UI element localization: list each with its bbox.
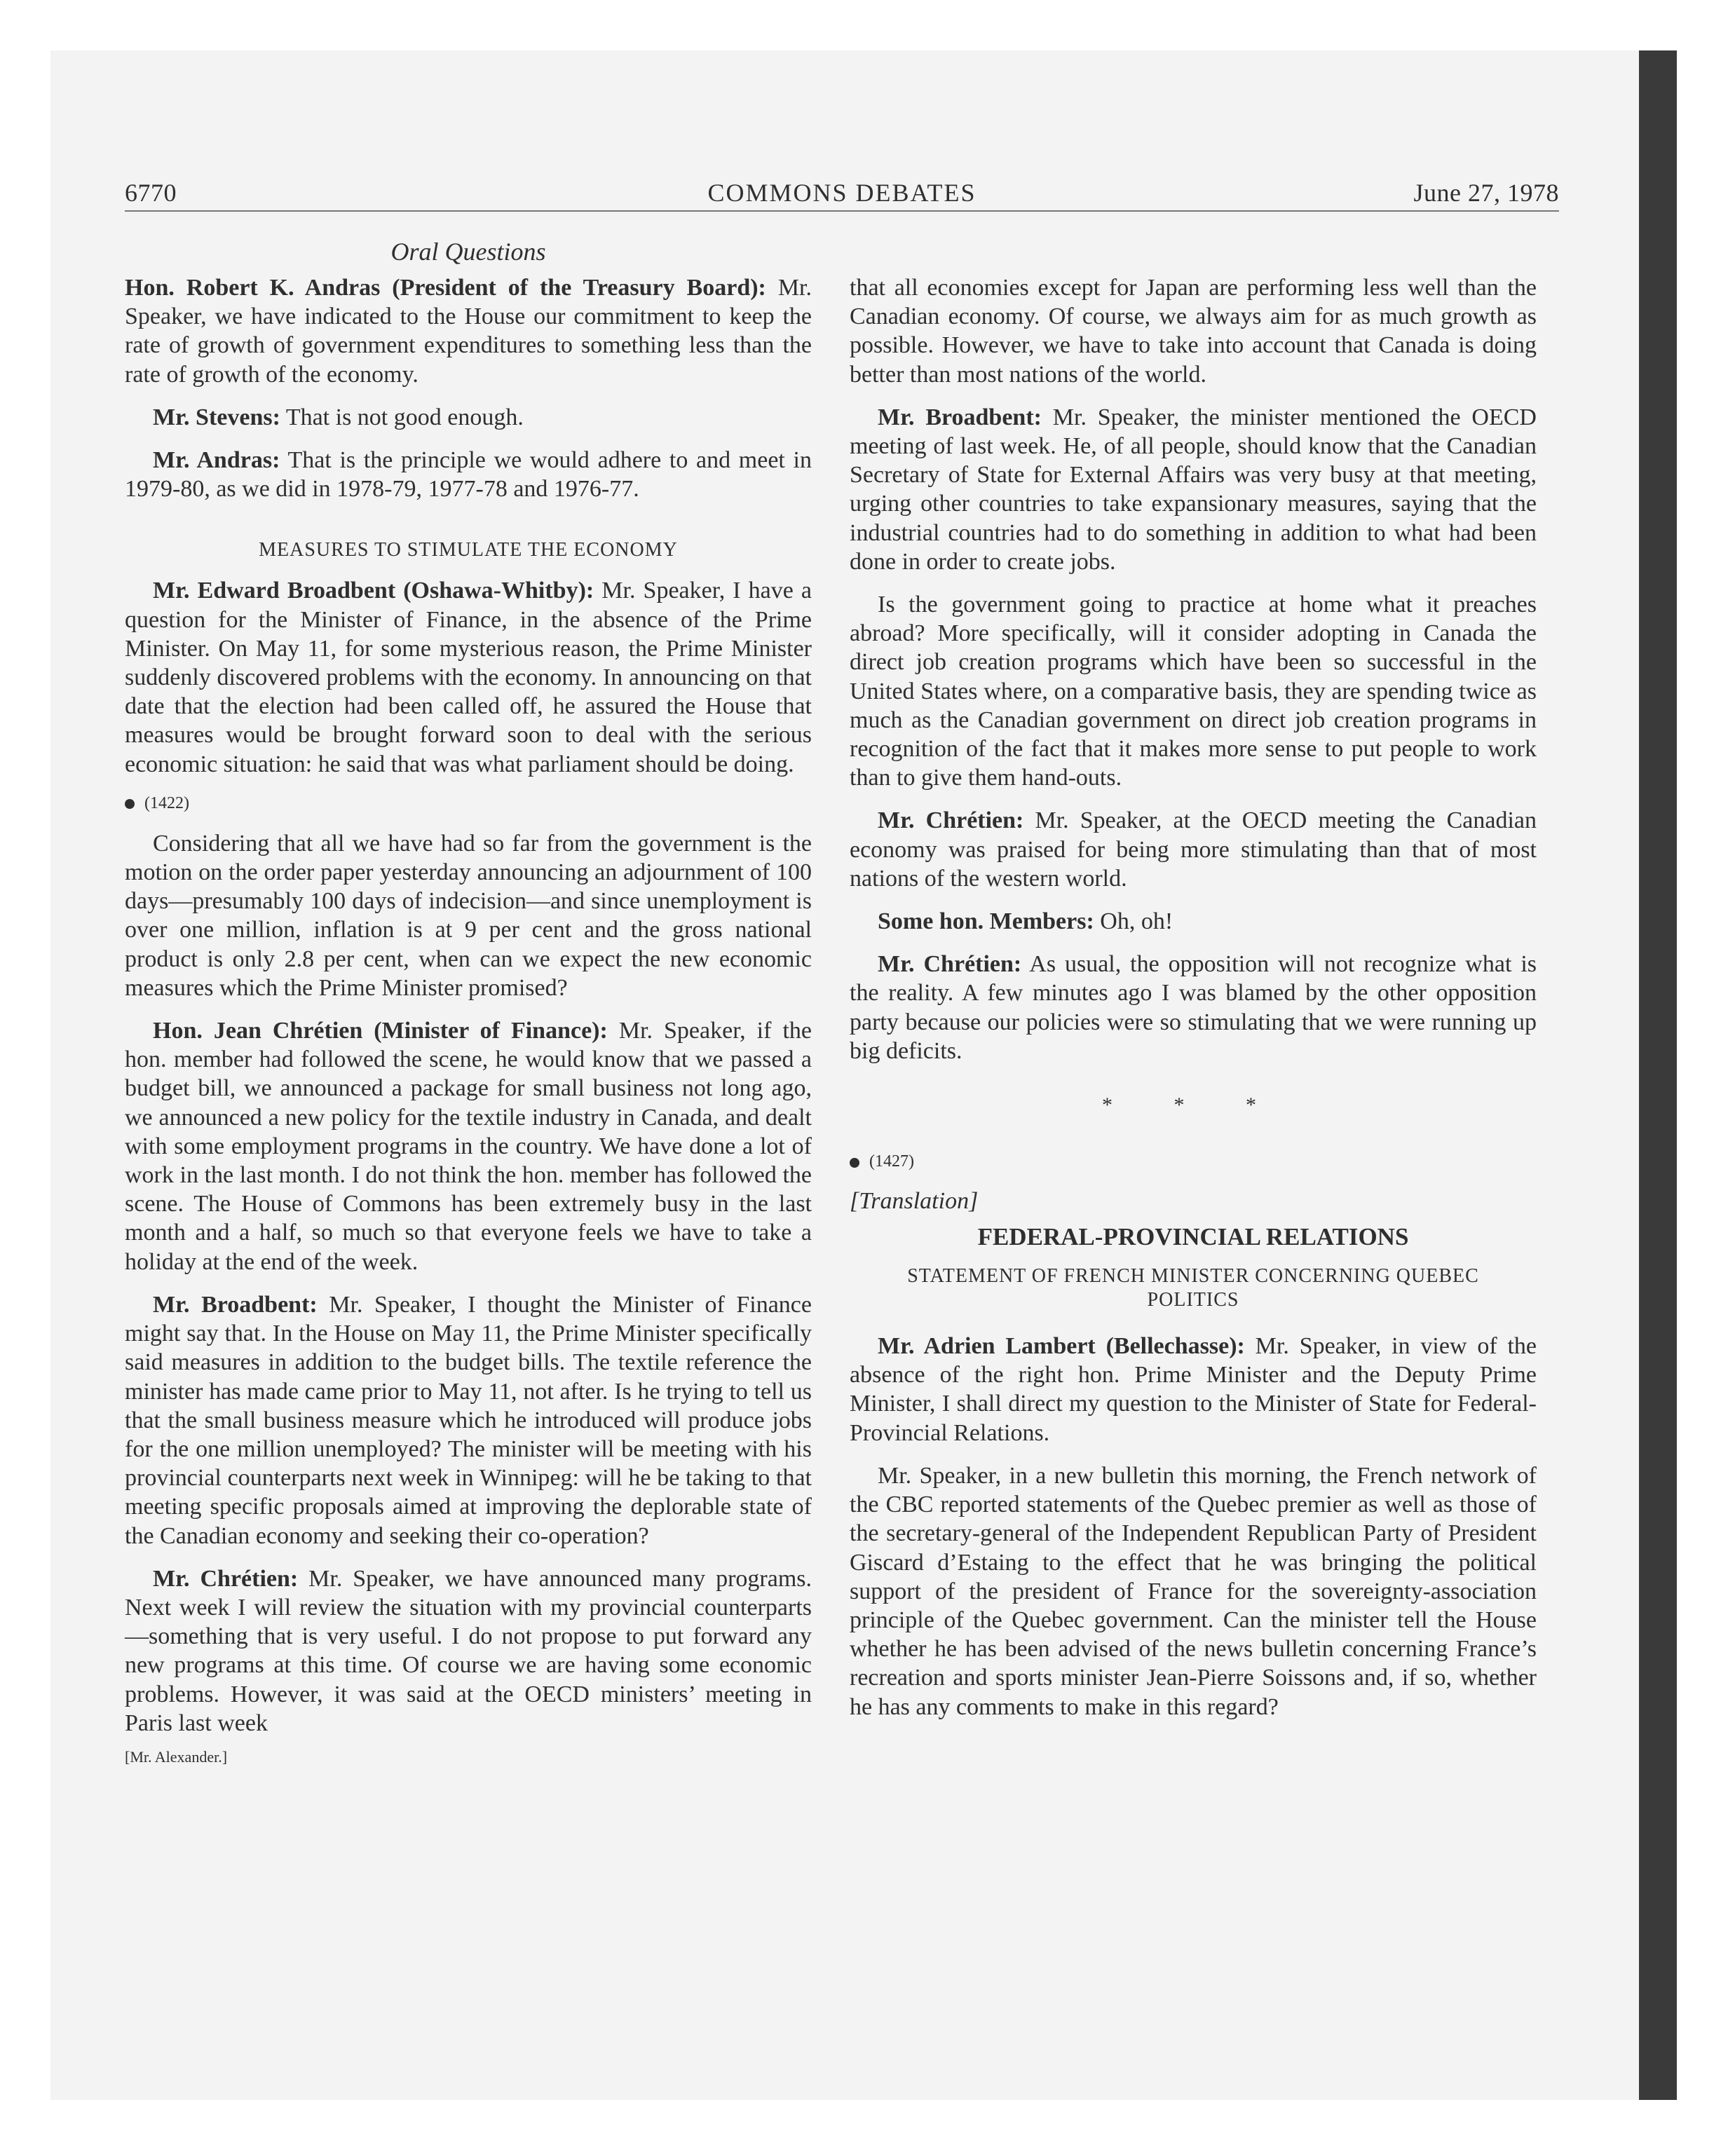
section-title: Oral Questions — [390, 238, 546, 266]
speech-paragraph — [850, 1332, 1537, 1447]
left-column — [125, 237, 812, 1767]
speech-text: Mr. Speaker, the minister mentioned the OECD meeting of last week. He, of all people, should know that the Canadian Secretary of State for External Affairs was very busy at that meeting, urging other countries to take expansionary measures, saying that the industrial countries had to do something in addition to what had been done in order to create jobs. — [850, 404, 1537, 575]
section-separator: * * * — [1102, 1093, 1284, 1117]
speaker-name: Mr. Adrien Lambert (Bellechasse): — [878, 1333, 1245, 1360]
translation-note: [Translation] — [850, 1188, 979, 1215]
speech-paragraph — [850, 950, 1537, 1065]
hansard-page — [125, 175, 1559, 1766]
speaker-name: Some hon. Members: — [878, 908, 1094, 935]
speech-paragraph — [125, 273, 812, 389]
speech-paragraph — [125, 403, 812, 432]
speaker-name: Mr. Chrétien: — [878, 807, 1024, 834]
speaker-name: Mr. Stevens: — [153, 404, 280, 430]
bullet-dot-icon — [850, 1158, 859, 1168]
speech-paragraph — [850, 806, 1537, 893]
speech-paragraph — [125, 446, 812, 503]
page-number: 6770 — [125, 179, 177, 207]
speech-text: Mr. Speaker, if the hon. member had followed the scene, he would know that we passed a budget bill, we announced a package for small business not long ago, we announced a new policy for the textile industry in Canada, and dealt with some employment programs in the country. We have done a lot of work in the last month. I do not think the hon. member has followed the scene. The House of Commons has been extremely busy in the last month and a half, so much so that everyone feels we have to take a holiday at the end of the week. — [125, 1018, 812, 1275]
speech-paragraph — [125, 1016, 812, 1276]
bullet-dot-icon — [125, 799, 135, 809]
translation-note-label: Translation — [859, 1188, 969, 1215]
speech-paragraph — [125, 1290, 812, 1550]
speech-paragraph — [850, 590, 1537, 792]
speech-text: Mr. Speaker, in a new bulletin this morning, the French network of the CBC reported statements of the Quebec premier as well as those of the secretary-general of the Independent Republican Party of President Giscard d’Estaing to the effect that he was bringing the political support of the president of France for the sovereignty-association principle of the Quebec government. Can the minister tell the House whether he has been advised of the news bulletin concerning France’s recreation and sports minister Jean-Pierre Soissons and, if so, whether he has any comments to make in this regard? — [850, 1462, 1537, 1720]
speech-text: Oh, oh! — [1094, 908, 1173, 935]
time-marker-label: (1422) — [144, 793, 189, 812]
speech-text: Mr. Speaker, I thought the Minister of Finance might say that. In the House on May 11, the Prime Minister specifically said measures in addition to the budget bills. The textile reference the minister has made came prior to May 11, not after. Is he trying to tell us that the small business measure which he introduced will produce jobs for the one million unemployed? The minister will be meeting with his provincial counterparts next week in Winnipeg: will he be taking to that meeting specific proposals aimed at improving the deplorable state of the Canadian economy and seeking their co-operation? — [125, 1291, 812, 1549]
publication-date: June 27, 1978 — [1413, 179, 1559, 207]
speech-paragraph — [850, 403, 1537, 576]
speaker-name: Mr. Chrétien: — [878, 951, 1022, 978]
speaker-name: Mr. Andras: — [153, 447, 280, 474]
footnote: [Mr. Alexander.] — [125, 1747, 228, 1766]
subject-heading: MEASURES TO STIMULATE THE ECONOMY — [259, 539, 678, 561]
speaker-name: Hon. Robert K. Andras (President of the Treasury Board): — [125, 275, 766, 301]
speaker-name: Mr. Broadbent: — [153, 1291, 318, 1318]
speech-text: Mr. Speaker, I have a question for the Minister of Finance, in the absence of the Prime Minister. On May 11, for some mysterious reason, the Prime Minister suddenly discovered problems with the economy. In announcing on that date that the election had been called off, he assured the House that measures would be brought forward soon to deal with the serious economic situation: he said that was what parliament should be doing. — [125, 578, 812, 777]
speech-paragraph — [850, 1461, 1537, 1721]
speech-paragraph — [125, 829, 812, 1002]
speech-paragraph — [125, 1564, 812, 1738]
running-header — [125, 175, 1559, 212]
speech-text: Mr. Speaker, we have indicated to the House our commitment to keep the rate of growth of government expenditures to something less than the rate of growth of the economy. — [125, 275, 812, 388]
speaker-name: Mr. Edward Broadbent (Oshawa-Whitby): — [153, 578, 594, 604]
scan-edge-bar — [1639, 50, 1677, 2100]
speech-text: Is the government going to practice at home what it preaches abroad? More specifically, will it consider adopting in Canada the direct job creation programs which have been so successful in the United States where, on a comparative basis, they are spending twice as much as the Canadian government on direct job creation programs in recognition of the fact that it makes more sense to put people to work than to give them hand-outs. — [850, 592, 1537, 791]
right-column — [850, 273, 1537, 1735]
rubric-heading: FEDERAL-PROVINCIAL RELATIONS — [977, 1223, 1409, 1251]
speech-text: That is the principle we would adhere to and meet in 1979-80, as we did in 1978-79, 1977-78 and 1976-77. — [125, 447, 812, 503]
speaker-name: Mr. Broadbent: — [878, 404, 1042, 430]
speech-text: that all economies except for Japan are performing less well than the Canadian economy. Of course, we always aim for as much growth as possible. However, we have to take into account that Canada is doing better than most nations of the world. — [850, 275, 1537, 388]
speaker-name: Mr. Chrétien: — [153, 1565, 299, 1592]
speech-paragraph — [850, 907, 1537, 936]
subject-heading: STATEMENT OF FRENCH MINISTER CONCERNING QUEBEC POLITICS — [907, 1265, 1479, 1311]
publication-title: COMMONS DEBATES — [707, 179, 977, 207]
speech-text: Mr. Speaker, we have announced many programs. Next week I will review the situation with my provincial counterparts—something that is very useful. I do not propose to put forward any new programs at this time. Of course we are having some economic problems. However, it was said at the OECD ministers’ meeting in Paris last week — [125, 1565, 812, 1736]
speech-text: Considering that all we have had so far from the government is the motion on the order paper yesterday announcing an adjournment of 100 days—presumably 100 days of indecision—and since unemployment is over one million, inflation is at 9 per cent and the gross national product is only 2.8 per cent, when can we expect the new economic measures which the Prime Minister promised? — [125, 830, 812, 1001]
time-marker — [850, 1151, 1537, 1172]
speech-text: That is not good enough. — [280, 404, 524, 430]
speech-text: As usual, the opposition will not recognize what is the reality. A few minutes ago I was blamed by the other opposition party because our policies were so stimulating that we were running up big deficits. — [850, 951, 1537, 1064]
time-marker-label: (1427) — [869, 1152, 914, 1171]
time-marker — [125, 793, 812, 814]
speaker-name: Hon. Jean Chrétien (Minister of Finance): — [153, 1018, 608, 1044]
speech-paragraph — [850, 273, 1537, 389]
speech-text: Mr. Speaker, at the OECD meeting the Canadian economy was praised for being more stimulating than that of most nations of the western world. — [850, 807, 1537, 892]
speech-text: Mr. Speaker, in view of the absence of the right hon. Prime Minister and the Deputy Prime Minister, I shall direct my question to the Minister of State for Federal-Provincial Relations. — [850, 1333, 1537, 1446]
speech-paragraph — [125, 576, 812, 778]
